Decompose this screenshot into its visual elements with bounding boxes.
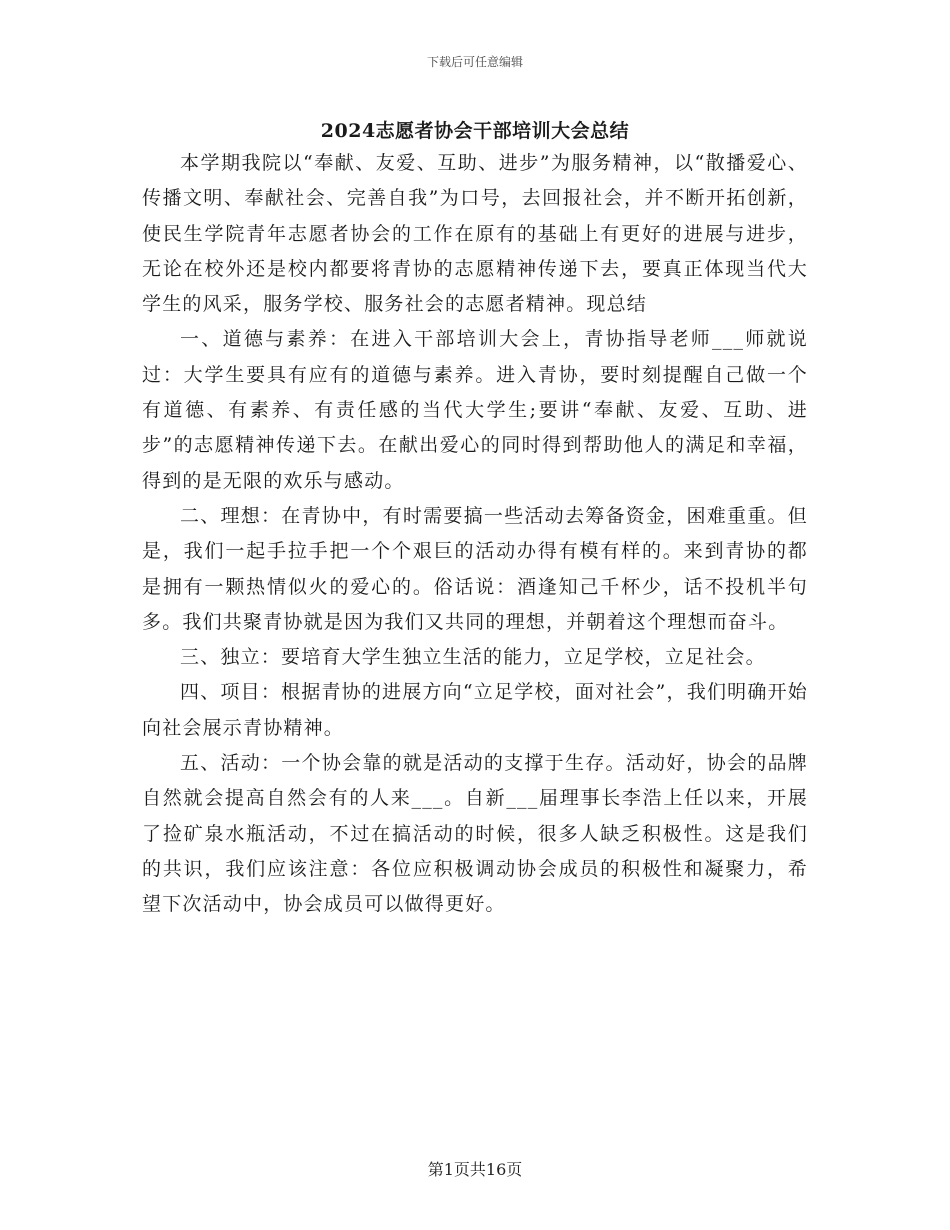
document-body — [142, 146, 808, 923]
paragraph-intro: 本学期我院以“奉献、友爱、互助、进步”为服务精神，以“散播爱心、传播文明、奉献社会、完善自我”为口号，去回报社会，并不断开拓创新，使民生学院青年志愿者协会的工作在原有的基础上有更好的进展与进步，无论在校外还是校内都要将青协的志愿精神传递下去，要真正体现当代大学生的风采，服务学校、服务社会的志愿者精神。现总结 — [142, 152, 808, 316]
header-note: 下载后可任意编辑 — [426, 55, 523, 69]
page-number: 第1页共16页 — [427, 1160, 523, 1179]
paragraph-ideal: 二、理想：在青协中，有时需要搞一些活动去筹备资金，困难重重。但是，我们一起手拉手把一个个艰巨的活动办得有模有样的。来到青协的都是拥有一颗热情似火的爱心的。俗话说：酒逢知己千杯少，话不投机半句多。我们共聚青协就是因为我们又共同的理想，并朝着这个理想而奋斗。 — [142, 504, 808, 633]
paragraph-morality: 一、道德与素养：在进入干部培训大会上，青协指导老师___师就说过：大学生要具有应有的道德与素养。进入青协，要时刻提醒自己做一个有道德、有素养、有责任感的当代大学生;要讲“奉献、友爱、互助、进步”的志愿精神传递下去。在献出爱心的同时得到帮助他人的满足和幸福，得到的是无限的欢乐与感动。 — [142, 328, 808, 492]
document-title: 2024志愿者协会干部培训大会总结 — [320, 120, 630, 142]
paragraph-activity: 五、活动：一个协会靠的就是活动的支撑于生存。活动好，协会的品牌自然就会提高自然会有的人来___。自新___届理事长李浩上任以来，开展了捡矿泉水瓶活动，不过在搞活动的时候，很多人缺乏积极性。这是我们的共识，我们应该注意：各位应积极调动协会成员的积极性和凝聚力，希望下次活动中，协会成员可以做得更好。 — [142, 752, 808, 916]
paragraph-project: 四、项目：根据青协的进展方向“立足学校，面对社会”，我们明确开始向社会展示青协精神。 — [142, 681, 808, 739]
paragraph-independence: 三、独立：要培育大学生独立生活的能力，立足学校，立足社会。 — [180, 646, 766, 669]
